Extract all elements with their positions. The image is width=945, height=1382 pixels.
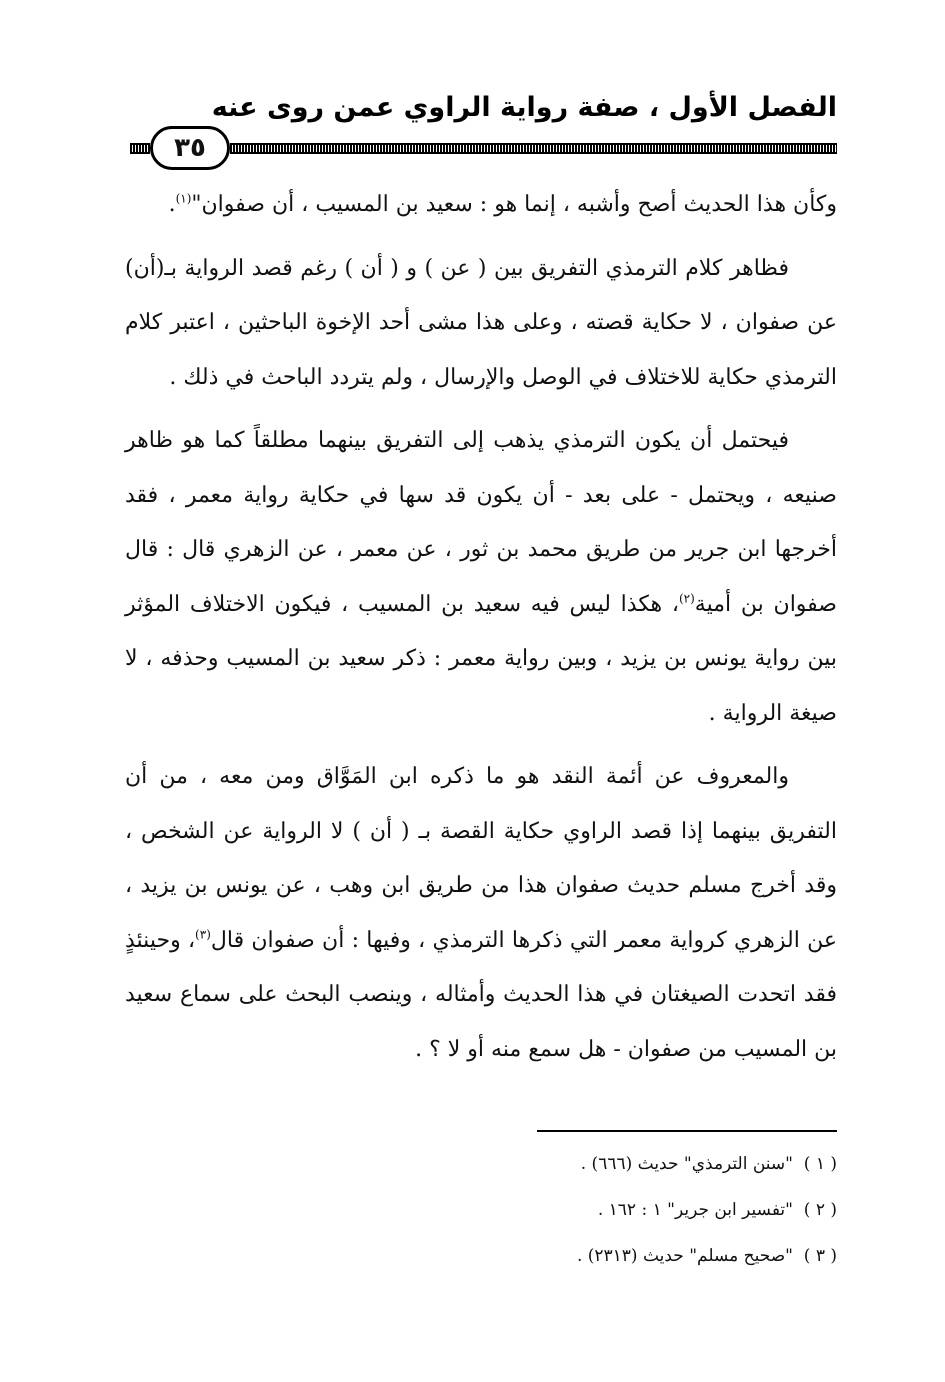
footnote-ref-3[interactable]: (٣)	[195, 927, 211, 942]
footnotes	[125, 1150, 837, 1288]
page-number: ٣٥	[150, 126, 230, 170]
paragraph-3-text-a: فيحتمل أن يكون الترمذي يذهب إلى التفريق بينهما مطلقاً كما هو ظاهر صنيعه ، ويحتمل - على بعد - أن يكون قد سها في حكاية رواية معمر ، فقد أخرجها ابن جرير من طريق محمد بن ثور ، عن معمر ، عن الزهري قال : قال صفوان بن أمية	[125, 428, 837, 617]
footnote-number: ( ١ )	[803, 1154, 837, 1174]
footnote-number: ( ٣ )	[803, 1246, 837, 1266]
footnote-3	[125, 1242, 837, 1271]
footnote-2	[125, 1196, 837, 1225]
footnote-text: "صحيح مسلم" حديث (٢٣١٣) .	[576, 1246, 793, 1266]
footnote-number: ( ٢ )	[803, 1200, 837, 1220]
paragraph-4-text-b: ، وحينئذٍ فقد اتحدت الصيغتان في هذا الحديث وأمثاله ، وينصب البحث على سماع سعيد بن المسيب من صفوان - هل سمع منه أو لا ؟ .	[125, 927, 837, 1062]
footnote-text: "تفسير ابن جرير" ١ : ١٦٢ .	[597, 1200, 793, 1220]
footnote-text: "سنن الترمذي" حديث (٦٦٦) .	[580, 1154, 793, 1174]
paragraph-4-text-a: والمعروف عن أئمة النقد هو ما ذكره ابن المَوَّاق ومن معه ، من أن التفريق بينهما إذا قصد الراوي حكاية القصة بـ ( أن ) لا الرواية عن الشخص ، وقد أخرج مسلم حديث صفوان هذا من طريق ابن وهب ، عن يونس بن يزيد ، عن الزهري كرواية معمر التي ذكرها الترمذي ، وفيها : أن صفوان قال	[125, 764, 837, 953]
running-header: الفصل الأول ، صفة رواية الراوي عمن روى عنه	[211, 92, 837, 123]
footnote-ref-1[interactable]: (١)	[175, 191, 192, 206]
paragraph-3	[125, 414, 837, 741]
paragraph-1-end: .	[168, 192, 176, 217]
header-rule-left	[130, 143, 150, 154]
paragraph-4	[125, 750, 837, 1077]
footnote-1	[125, 1150, 837, 1179]
paragraph-2: فظاهر كلام الترمذي التفريق بين ( عن ) و ( أن ) رغم قصد الرواية بـ(أن) عن صفوان ، لا حكاية قصته ، وعلى هذا مشى أحد الإخوة الباحثين ، اعتبر كلام الترمذي حكاية للاختلاف في الوصل والإرسال ، ولم يتردد الباحث في ذلك .	[125, 255, 837, 390]
paragraph-1-text: وكأن هذا الحديث أصح وأشبه ، إنما هو : سعيد بن المسيب ، أن صفوان"	[191, 192, 837, 217]
paragraph-1	[125, 178, 837, 233]
footnote-ref-2[interactable]: (٢)	[678, 591, 695, 606]
footnote-separator	[537, 1130, 837, 1132]
header-rule	[230, 143, 837, 154]
paragraph-3-text-b: ، هكذا ليس فيه سعيد بن المسيب ، فيكون الاختلاف المؤثر بين رواية يونس بن يزيد ، وبين رواية معمر : ذكر سعيد بن المسيب وحذفه ، لا صيغة الرواية .	[125, 591, 837, 726]
main-text	[125, 178, 837, 1086]
